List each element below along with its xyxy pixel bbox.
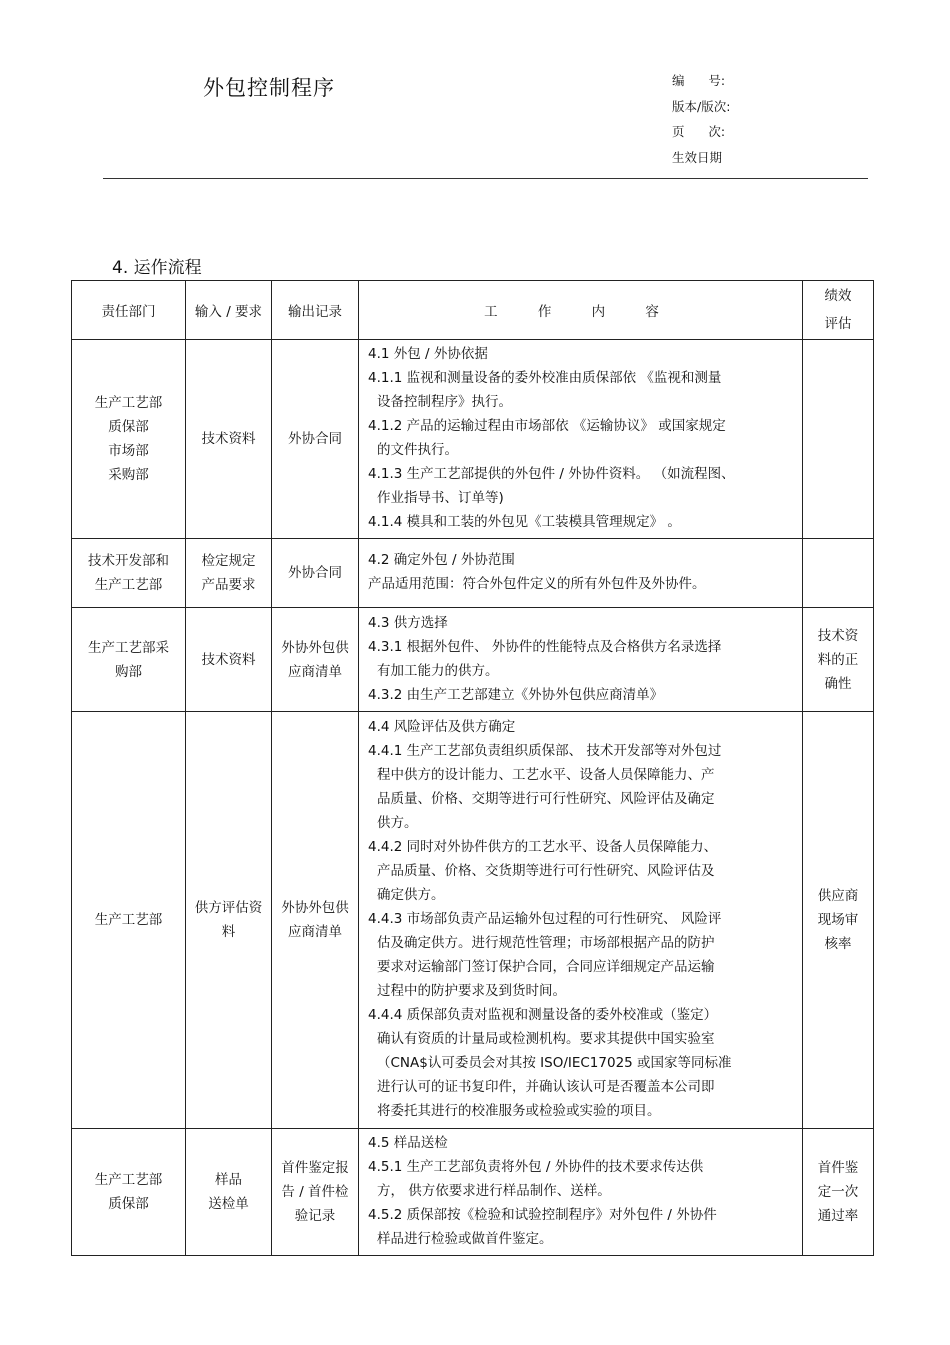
dept-cell-line: 质保部 xyxy=(108,1196,149,1212)
dept-cell-line: 质保部 xyxy=(108,419,149,435)
work-content-cell xyxy=(359,1129,803,1256)
work-line: 4.1 外包 / 外协依据 xyxy=(368,346,488,362)
header-performance xyxy=(803,281,874,340)
input-cell xyxy=(186,1129,272,1256)
work-line: 4.4.4 质保部负责对监视和测量设备的委外校准或（鉴定） xyxy=(368,1007,718,1023)
output-cell xyxy=(272,712,359,1129)
performance-cell xyxy=(803,608,874,712)
section-title: 4. 运作流程 xyxy=(112,258,202,278)
dept-cell xyxy=(72,340,186,539)
work-line: 4.4 风险评估及供方确定 xyxy=(368,719,516,735)
performance-cell xyxy=(803,340,874,539)
work-line: 程中供方的设计能力、工艺水平、设备人员保障能力、产 xyxy=(377,767,715,783)
work-line: 进行认可的证书复印件，并确认该认可是否覆盖本公司即 xyxy=(377,1079,715,1095)
work-line: 4.5.1 生产工艺部负责将外包 / 外协件的技术要求传达供 xyxy=(368,1159,704,1175)
dept-cell xyxy=(72,1129,186,1256)
work-line: 4.4.1 生产工艺部负责组织质保部、 技术开发部等对外包过 xyxy=(368,743,722,759)
performance-cell-line: 定一次 xyxy=(817,1184,859,1200)
dept-cell-line: 生产工艺部 xyxy=(94,395,163,411)
document-title: 外包控制程序 xyxy=(203,76,335,100)
dept-cell-line: 生产工艺部 xyxy=(94,1172,163,1188)
work-line: 4.1.2 产品的运输过程由市场部依 《运输协议》 或国家规定 xyxy=(368,418,726,434)
input-cell xyxy=(186,340,272,539)
work-content-cell xyxy=(359,712,803,1129)
output-cell-line: 应商清单 xyxy=(288,663,342,680)
performance-cell-line: 供应商 xyxy=(817,888,859,904)
work-line: 4.5.2 质保部按《检验和试验控制程序》对外包件 / 外协件 xyxy=(368,1207,717,1223)
meta-doc-number-label: 编 号: xyxy=(672,73,726,88)
work-line: 品质量、价格、交期等进行可行性研究、风险评估及确定 xyxy=(377,791,715,807)
work-line: 方， 供方依要求进行样品制作、送样。 xyxy=(377,1183,611,1199)
input-cell xyxy=(186,608,272,712)
work-line: 4.2 确定外包 / 外协范围 xyxy=(368,552,515,568)
work-clause xyxy=(368,683,794,707)
work-section-heading xyxy=(368,715,794,739)
output-cell-line: 告 / 首件检 xyxy=(281,1184,349,1200)
output-cell xyxy=(272,539,359,608)
table-row xyxy=(72,539,874,608)
output-cell xyxy=(272,1129,359,1256)
work-clause xyxy=(368,1003,794,1123)
work-line: 过程中的防护要求及到货时间。 xyxy=(377,983,566,999)
process-flow-table xyxy=(71,280,874,1256)
work-line: 设备控制程序》执行。 xyxy=(377,394,512,410)
work-clause xyxy=(368,1203,794,1251)
output-cell-line: 应商清单 xyxy=(288,924,342,940)
work-line: 产品质量、价格、交货期等进行可行性研究、风险评估及 xyxy=(377,863,715,879)
work-line: （CNA$认可委员会对其按 ISO/IEC17025 或国家等同标准 xyxy=(377,1055,732,1071)
dept-cell-line: 市场部 xyxy=(108,443,149,459)
work-line: 产品适用范围：符合外包件定义的所有外包件及外协件。 xyxy=(368,576,706,592)
work-line: 估及确定供方。进行规范性管理；市场部根据产品的防护 xyxy=(377,935,715,951)
input-cell-line: 技术资料 xyxy=(201,431,256,447)
header-performance-line: 绩效 xyxy=(824,288,852,304)
dept-cell-line: 采购部 xyxy=(108,467,149,483)
input-cell xyxy=(186,712,272,1129)
output-cell-line: 外协外包供 xyxy=(281,900,349,916)
work-section-heading xyxy=(368,1131,794,1155)
work-section-heading xyxy=(368,342,794,366)
dept-cell-line: 生产工艺部 xyxy=(94,912,163,928)
performance-cell xyxy=(803,712,874,1129)
output-cell-line: 外协外包供 xyxy=(281,639,349,656)
meta-page-label: 页 次: xyxy=(672,124,726,139)
input-cell xyxy=(186,539,272,608)
work-clause xyxy=(368,366,794,414)
work-line: 作业指导书、订单等) xyxy=(377,490,504,506)
work-line: 4.1.4 模具和工装的外包见《工装模具管理规定》 。 xyxy=(368,514,681,530)
header-work-content: 工 作 内 容 xyxy=(359,281,803,340)
input-cell-line: 供方评估资 xyxy=(194,900,263,916)
dept-cell xyxy=(72,712,186,1129)
header-divider xyxy=(103,178,868,179)
performance-cell-line: 现场审 xyxy=(817,912,859,928)
work-line: 4.4.3 市场部负责产品运输外包过程的可行性研究、 风险评 xyxy=(368,911,722,927)
work-content-cell xyxy=(359,539,803,608)
performance-cell xyxy=(803,1129,874,1256)
work-line: 4.1.1 监视和测量设备的委外校准由质保部依 《监视和测量 xyxy=(368,370,722,386)
output-cell xyxy=(272,340,359,539)
header-input: 输入 / 要求 xyxy=(186,281,272,340)
table-row xyxy=(72,608,874,712)
work-line: 确认有资质的计量局或检测机构。要求其提供中国实验室 xyxy=(377,1031,715,1047)
work-line: 将委托其进行的校准服务或检验或实验的项目。 xyxy=(377,1103,661,1119)
work-line: 4.5 样品送检 xyxy=(368,1135,448,1151)
dept-cell xyxy=(72,608,186,712)
header-performance-line: 评估 xyxy=(824,316,852,332)
table-row xyxy=(72,1129,874,1256)
header-dept: 责任部门 xyxy=(72,281,186,340)
header-output: 输出记录 xyxy=(272,281,359,340)
dept-cell xyxy=(72,539,186,608)
work-content-cell xyxy=(359,340,803,539)
work-section-heading xyxy=(368,611,794,635)
work-line: 4.3.1 根据外包件、 外协件的性能特点及合格供方名录选择 xyxy=(368,638,722,655)
work-line: 4.3.2 由生产工艺部建立《外协外包供应商清单》 xyxy=(368,686,664,703)
input-cell-line: 产品要求 xyxy=(201,577,256,593)
output-cell-line: 首件鉴定报 xyxy=(281,1160,349,1176)
input-cell-line: 技术资料 xyxy=(201,651,256,668)
input-cell-line: 样品 xyxy=(215,1172,242,1188)
performance-cell-line: 核率 xyxy=(824,936,852,952)
performance-cell-line: 技术资 xyxy=(817,627,859,644)
output-cell-line: 外协合同 xyxy=(288,431,342,447)
meta-effective-date-label: 生效日期 xyxy=(672,149,723,165)
work-line: 4.3 供方选择 xyxy=(368,614,448,631)
input-cell-line: 送检单 xyxy=(208,1196,249,1212)
performance-cell xyxy=(803,539,874,608)
performance-cell-line: 通过率 xyxy=(817,1208,859,1224)
input-cell-line: 料 xyxy=(221,924,236,940)
work-content-cell xyxy=(359,608,803,712)
output-cell-line: 外协合同 xyxy=(288,565,342,581)
work-clause xyxy=(368,462,794,510)
work-line: 样品进行检验或做首件鉴定。 xyxy=(377,1231,553,1247)
document-meta-block xyxy=(672,68,730,170)
performance-cell-line: 料的正 xyxy=(817,651,859,668)
dept-cell-line: 生产工艺部 xyxy=(94,577,163,593)
dept-cell-line: 购部 xyxy=(115,663,142,680)
performance-cell-line: 确性 xyxy=(824,675,852,692)
output-cell-line: 验记录 xyxy=(294,1208,336,1224)
work-clause xyxy=(368,907,794,1003)
work-clause xyxy=(368,835,794,907)
table-row xyxy=(72,340,874,539)
process-flow-table-body xyxy=(72,281,874,1256)
work-clause xyxy=(368,414,794,462)
work-section-heading xyxy=(368,548,794,572)
output-cell xyxy=(272,608,359,712)
work-line: 4.1.3 生产工艺部提供的外包件 / 外协件资料。 （如流程图、 xyxy=(368,466,735,482)
work-clause xyxy=(368,1155,794,1203)
dept-cell-line: 技术开发部和 xyxy=(88,553,169,569)
table-header-row xyxy=(72,281,874,340)
work-clause xyxy=(368,739,794,835)
work-line: 4.4.2 同时对外协件供方的工艺水平、设备人员保障能力、 xyxy=(368,839,718,855)
work-line: 供方。 xyxy=(377,815,418,831)
performance-cell-line: 首件鉴 xyxy=(817,1160,859,1176)
dept-cell-line: 生产工艺部采 xyxy=(88,639,169,656)
work-clause xyxy=(368,635,794,683)
work-clause xyxy=(368,572,794,596)
input-cell-line: 检定规定 xyxy=(201,553,256,569)
work-line: 确定供方。 xyxy=(377,887,445,903)
work-line: 要求对运输部门签订保护合同，合同应详细规定产品运输 xyxy=(377,959,715,975)
work-line: 的文件执行。 xyxy=(377,442,458,458)
work-clause xyxy=(368,510,794,534)
meta-version-label: 版本/版次: xyxy=(672,98,731,114)
table-row xyxy=(72,712,874,1129)
work-line: 有加工能力的供方。 xyxy=(377,662,499,679)
